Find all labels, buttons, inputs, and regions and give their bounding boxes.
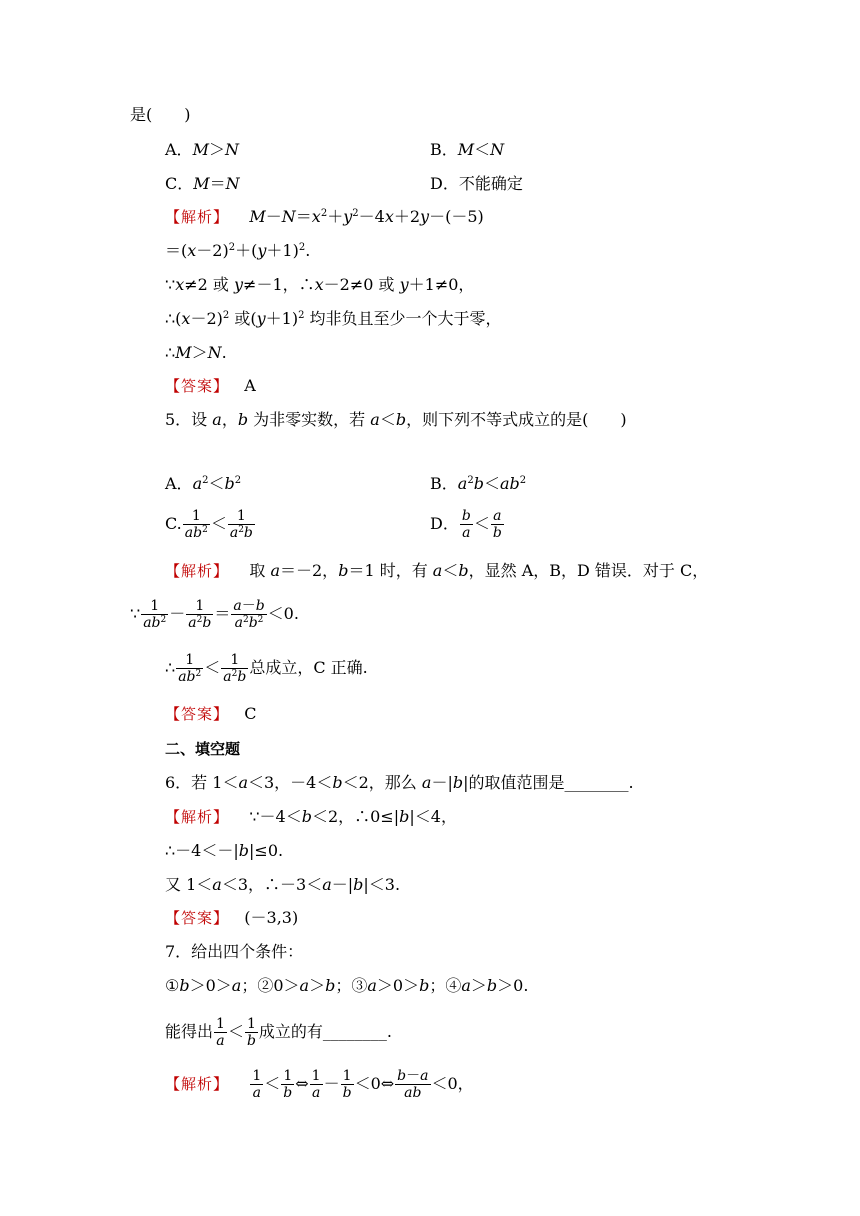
answer-tag: 【答案】 <box>165 705 230 723</box>
analysis-tag: 【解析】 <box>165 208 230 226</box>
q4-option-c: C．M＝N <box>165 174 240 193</box>
q5-option-b: B．$a^2b<ab^2$ <box>430 474 527 493</box>
q6-solution-3: 又 1＜a＜3，∴－3＜a－|b|＜3. <box>165 875 401 894</box>
analysis-tag: 【解析】 <box>165 562 230 580</box>
q4-answer: 【答案】 A <box>165 376 256 395</box>
q4-solution-1: 【解析】 $M-N=x^2+y^2-4x+2y-(-5)$ <box>165 207 484 226</box>
q4-solution-4: $\therefore(x-2)^2$ 或$(y+1)^2$ 均非负且至少一个大于零， <box>165 309 502 328</box>
line-choice-stem: 是( ) <box>130 105 191 124</box>
section-heading: 二、填空题 <box>165 740 241 758</box>
q5-solution-1: 【解析】 取 a＝－2，b＝1 时，有 a＜b，显然 A，B，D 错误．对于 C， <box>165 561 709 580</box>
q4-solution-3: ∵x≠2 或 y≠－1，∴x－2≠0 或 y＋1≠0， <box>165 275 475 294</box>
q6-solution-2: ∴－4＜－|b|≤0. <box>165 841 284 860</box>
q5-solution-2: ∵ $\frac{1}{ab^2}$ － $\frac{1}{a^2b}$ ＝ $\frac{a-b}{a^2b^2}$ ＜0. <box>130 598 299 631</box>
q4-solution-2: $=(x-2)^2+(y+1)^2$. <box>165 241 311 260</box>
q5-answer: 【答案】 C <box>165 704 257 723</box>
q6-answer: 【答案】 (－3,3) <box>165 908 299 927</box>
q7-conditions: ①b＞0＞a；②0＞a＞b；③a＞0＞b；④a＞b＞0. <box>165 976 529 995</box>
q7-question: 能得出 $\frac{1}{a}$ ＜ $\frac{1}{b}$ 成立的有________. <box>165 1016 393 1049</box>
answer-tag: 【答案】 <box>165 377 230 395</box>
q5-option-a: A．$a^2<b^2$ <box>165 474 242 493</box>
answer-tag: 【答案】 <box>165 909 230 927</box>
q5-option-c: C. $\frac{1}{ab^2}$ ＜ $\frac{1}{a^2b}$ <box>165 508 253 541</box>
q5-solution-3: ∴ $\frac{1}{ab^2}$ ＜ $\frac{1}{a^2b}$ 总成立，C 正确. <box>165 652 368 685</box>
q4-option-b: B．M＜N <box>430 140 505 159</box>
analysis-tag: 【解析】 <box>165 808 230 826</box>
q6-solution-1: 【解析】 ∵－4＜b＜2，∴0≤|b|＜4， <box>165 807 457 826</box>
q5-stem: 5．设 a，b 为非零实数，若 a＜b，则下列不等式成立的是( ) <box>165 410 627 429</box>
analysis-tag: 【解析】 <box>165 1075 230 1093</box>
q5-option-d: D． $\frac{b}{a}$ ＜ $\frac{a}{b}$ <box>430 508 502 541</box>
q4-option-a: A．M＞N <box>165 140 239 159</box>
q4-option-d: D．不能确定 <box>430 174 523 193</box>
q7-solution-1: 【解析】 $\frac{1}{a}$ ＜ $\frac{1}{b}$ ⇔ $\frac{1}{a}$ － $\frac{1}{b}$ ＜0⇔ $\frac{b-a}{ab}$ ＜0， <box>165 1068 474 1101</box>
q7-stem: 7．给出四个条件： <box>165 942 304 961</box>
q6-stem: 6．若 1＜a＜3，－4＜b＜2，那么 a－|b|的取值范围是________. <box>165 773 634 792</box>
q4-solution-5: ∴M＞N. <box>165 343 227 362</box>
